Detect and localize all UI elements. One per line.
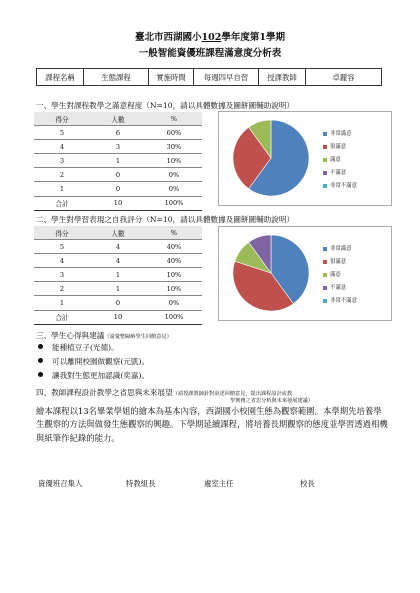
legend-label: 非常滿意 (330, 246, 352, 252)
legend-item (323, 282, 357, 295)
legend-item (323, 167, 357, 180)
legend-label: 非常滿意 (330, 131, 352, 137)
legend-label: 非常不滿意 (330, 298, 357, 304)
table-row: 3 1 10% (34, 268, 202, 282)
document-subtitle: 一般智能資優班課程滿意度分析表 (138, 48, 282, 59)
legend-item (323, 128, 357, 141)
legend-item (323, 295, 357, 308)
chart-legend (323, 243, 357, 308)
section4-note: 學實務之省思分析與未來發展建議） (230, 398, 314, 404)
section1-heading: 一、學生對課程教學之滿意程度（N=10，請以具體數據及圖餅圖輔助說明） (36, 101, 295, 110)
table-total-row: 合計 10 100% (34, 310, 202, 324)
legend-label: 非常不滿意 (330, 183, 357, 189)
course-info-table (36, 68, 382, 86)
teacher-label: 授課教師 (259, 69, 306, 86)
section4-heading: 四、教師課程設計教學之省思與未來展望（請授課教師針對前述回饋意見，提出課程設計或教 (36, 388, 293, 397)
table-row: 1 0 0% (34, 182, 202, 196)
legend-swatch (323, 184, 327, 188)
legend-swatch (323, 299, 327, 303)
course-name-value: 生態課程 (84, 69, 149, 86)
legend-swatch (323, 158, 327, 162)
col-percent: % (146, 226, 202, 240)
section2-heading: 二、學生對學習表現之自我評分（N=10，請以具體數據及圖餅圖輔助說明） (36, 215, 295, 224)
reflection-paragraph: 繪本課程以13名畢業學姐的繪本為基本內容，西湖國小校園生態為觀察範圍。本學期先培養學生觀察的方法與做發生態觀察的興趣。下學期延續課程，將培養長期觀察的態度並學習透過相機與紙筆作紀錄的能力。 (36, 406, 388, 443)
table-row: 5 6 60% (34, 126, 202, 140)
legend-swatch (323, 132, 327, 136)
col-percent: % (146, 112, 202, 126)
legend-label: 滿意 (330, 157, 341, 163)
table-row: 2 1 10% (34, 282, 202, 296)
section3-heading: 三、學生心得與建議（請彙整歸納學生回饋意見） (36, 331, 172, 340)
legend-swatch (323, 247, 327, 251)
legend-item (323, 141, 357, 154)
legend-swatch (323, 171, 327, 175)
table-total-row: 合計 10 100% (34, 196, 202, 210)
satisfaction-table (34, 112, 202, 211)
signature-principal: 校長 (300, 479, 315, 488)
table-row: 5 4 40% (34, 240, 202, 254)
pie-svg (219, 112, 323, 205)
table-row: 4 4 40% (34, 254, 202, 268)
chart-legend (323, 128, 357, 193)
legend-item (323, 256, 357, 269)
legend-item (323, 180, 357, 193)
course-name-label: 課程名稱 (37, 69, 84, 86)
document-title: 臺北市西湖國小102學年度第1學期 (134, 32, 285, 43)
legend-label: 很滿意 (330, 144, 347, 150)
bullet-icon (38, 358, 43, 363)
self-evaluation-table (34, 226, 202, 325)
bullet-icon (38, 372, 43, 377)
table-row: 1 0 0% (34, 296, 202, 310)
signature-special-ed-head: 特教組長 (126, 479, 156, 488)
teacher-value: 卓麗容 (306, 69, 382, 86)
legend-item (323, 243, 357, 256)
table-row: 4 3 30% (34, 140, 202, 154)
legend-swatch (323, 260, 327, 264)
self-evaluation-pie-chart (218, 226, 392, 321)
satisfaction-pie-chart (218, 111, 392, 206)
signature-director: 處室主任 (204, 479, 234, 488)
col-count: 人數 (90, 112, 146, 126)
bullet-icon (38, 344, 43, 349)
legend-label: 滿意 (330, 272, 341, 278)
legend-label: 很滿意 (330, 259, 347, 265)
legend-label: 不滿意 (330, 285, 347, 291)
legend-swatch (323, 145, 327, 149)
legend-item (323, 269, 357, 282)
list-item: 能種植豆子(光德)。 (52, 342, 119, 353)
signature-coordinator: 資優班召集人 (38, 479, 83, 488)
legend-label: 不滿意 (330, 170, 347, 176)
col-score: 得分 (34, 112, 90, 126)
legend-swatch (323, 273, 327, 277)
pie-svg (219, 227, 323, 320)
col-score: 得分 (34, 226, 90, 240)
table-row: 3 1 10% (34, 154, 202, 168)
list-item: 可以離開校園做觀察(元凱)。 (52, 356, 149, 367)
time-value: 每週四早自習 (194, 69, 259, 86)
col-count: 人數 (90, 226, 146, 240)
list-item: 讓我對生態更加認識(奕嘉)。 (52, 370, 149, 381)
table-row: 2 0 0% (34, 168, 202, 182)
time-label: 實施時間 (149, 69, 194, 86)
legend-item (323, 154, 357, 167)
legend-swatch (323, 286, 327, 290)
